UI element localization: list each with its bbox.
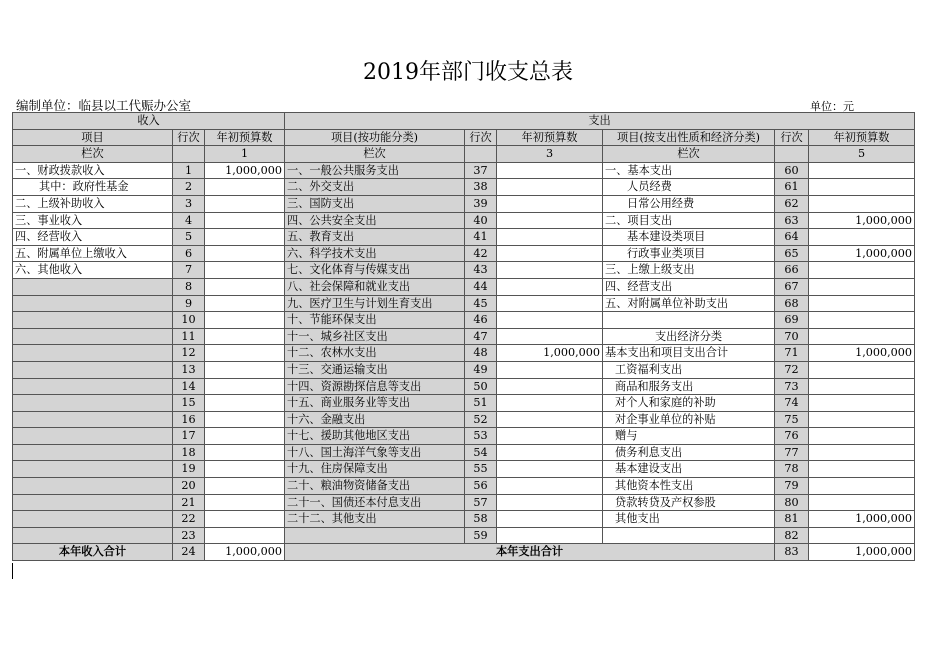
income-budget-value <box>205 278 285 295</box>
func-budget-value <box>497 328 603 345</box>
econ-row-no: 76 <box>775 428 809 445</box>
func-row-no: 40 <box>465 212 497 229</box>
compiling-unit: 编制单位：临县以工代赈办公室 <box>16 98 192 113</box>
func-item-label: 六、科学技术支出 <box>285 245 465 262</box>
income-budget-value <box>205 345 285 362</box>
table-row <box>13 245 915 262</box>
table-row <box>13 179 915 196</box>
econ-budget-value <box>809 312 915 329</box>
income-row-no: 5 <box>173 229 205 246</box>
func-row-no: 43 <box>465 262 497 279</box>
table-row <box>13 312 915 329</box>
income-item-label: 三、事业收入 <box>13 212 173 229</box>
table-row <box>13 378 915 395</box>
income-row-no: 21 <box>173 494 205 511</box>
table-row <box>13 527 915 544</box>
table-row <box>13 511 915 528</box>
table-row <box>13 212 915 229</box>
income-budget-value <box>205 312 285 329</box>
income-row-no: 3 <box>173 195 205 212</box>
func-budget-value <box>497 494 603 511</box>
table-row <box>13 444 915 461</box>
func-budget-value <box>497 511 603 528</box>
econ-item-label: 三、上缴上级支出 <box>603 262 775 279</box>
econ-item-label <box>603 312 775 329</box>
func-budget-value <box>497 428 603 445</box>
income-section-header: 收入 <box>13 113 285 130</box>
econ-item-label: 债务利息支出 <box>603 444 775 461</box>
func-row-no: 44 <box>465 278 497 295</box>
func-row-no: 59 <box>465 527 497 544</box>
income-row-no: 2 <box>173 179 205 196</box>
income-row-no: 9 <box>173 295 205 312</box>
lanci-empty <box>173 146 205 163</box>
func-row-no: 57 <box>465 494 497 511</box>
econ-row-no: 81 <box>775 511 809 528</box>
table-row <box>13 428 915 445</box>
econ-row-no: 62 <box>775 195 809 212</box>
income-budget-value <box>205 411 285 428</box>
func-item-label: 二十一、国债还本付息支出 <box>285 494 465 511</box>
econ-budget-value <box>809 361 915 378</box>
income-budget-value <box>205 395 285 412</box>
header-item-func: 项目(按功能分类) <box>285 129 465 146</box>
income-item-label <box>13 378 173 395</box>
econ-row-no: 69 <box>775 312 809 329</box>
income-item-label <box>13 461 173 478</box>
func-item-label: 七、文化体育与传媒支出 <box>285 262 465 279</box>
table-row <box>13 295 915 312</box>
header-budget: 年初预算数 <box>809 129 915 146</box>
econ-item-label: 四、经营支出 <box>603 278 775 295</box>
func-item-label: 八、社会保障和就业支出 <box>285 278 465 295</box>
income-row-no: 17 <box>173 428 205 445</box>
econ-budget-value <box>809 444 915 461</box>
func-budget-value <box>497 361 603 378</box>
econ-budget-value <box>809 428 915 445</box>
econ-item-label: 日常公用经费 <box>603 195 775 212</box>
func-budget-value <box>497 411 603 428</box>
income-item-label <box>13 361 173 378</box>
func-row-no: 51 <box>465 395 497 412</box>
econ-item-label: 基本建设支出 <box>603 461 775 478</box>
econ-budget-value <box>809 395 915 412</box>
func-budget-value <box>497 262 603 279</box>
income-budget-value <box>205 461 285 478</box>
func-row-no: 37 <box>465 162 497 179</box>
func-item-label: 十四、资源勘探信息等支出 <box>285 378 465 395</box>
lanci-col5: 5 <box>809 146 915 163</box>
func-budget-value <box>497 395 603 412</box>
econ-budget-value <box>809 295 915 312</box>
func-item-label: 十五、商业服务业等支出 <box>285 395 465 412</box>
income-item-label <box>13 328 173 345</box>
income-row-no: 14 <box>173 378 205 395</box>
income-budget-value <box>205 511 285 528</box>
income-item-label <box>13 411 173 428</box>
econ-row-no: 77 <box>775 444 809 461</box>
econ-budget-value <box>809 328 915 345</box>
econ-budget-value <box>809 478 915 495</box>
econ-item-label: 其他支出 <box>603 511 775 528</box>
econ-row-no: 70 <box>775 328 809 345</box>
econ-budget-value <box>809 162 915 179</box>
currency-unit: 单位：元 <box>810 100 854 113</box>
econ-budget-value: 1,000,000 <box>809 245 915 262</box>
econ-budget-value <box>809 494 915 511</box>
func-budget-value <box>497 278 603 295</box>
func-item-label: 十六、金融支出 <box>285 411 465 428</box>
header-item-econ: 项目(按支出性质和经济分类) <box>603 129 775 146</box>
func-budget-value <box>497 378 603 395</box>
func-row-no: 41 <box>465 229 497 246</box>
income-budget-value <box>205 212 285 229</box>
income-budget-value <box>205 494 285 511</box>
func-item-label: 十八、国土海洋气象等支出 <box>285 444 465 461</box>
func-item-label: 十、节能环保支出 <box>285 312 465 329</box>
econ-item-label: 对个人和家庭的补助 <box>603 395 775 412</box>
table-row <box>13 478 915 495</box>
header-row-no: 行次 <box>465 129 497 146</box>
table-row <box>13 328 915 345</box>
income-row-no: 20 <box>173 478 205 495</box>
econ-budget-value <box>809 411 915 428</box>
income-budget-value: 1,000,000 <box>205 162 285 179</box>
income-row-no: 19 <box>173 461 205 478</box>
func-item-label: 十二、农林水支出 <box>285 345 465 362</box>
income-row-no: 11 <box>173 328 205 345</box>
func-row-no: 42 <box>465 245 497 262</box>
income-row-no: 23 <box>173 527 205 544</box>
func-budget-value <box>497 527 603 544</box>
econ-item-label: 基本建设类项目 <box>603 229 775 246</box>
income-item-label: 其中：政府性基金 <box>13 179 173 196</box>
income-budget-value <box>205 328 285 345</box>
income-item-label: 二、上级补助收入 <box>13 195 173 212</box>
econ-item-label: 基本支出和项目支出合计 <box>603 345 775 362</box>
func-row-no: 52 <box>465 411 497 428</box>
expense-section-header: 支出 <box>285 113 915 130</box>
func-row-no: 56 <box>465 478 497 495</box>
econ-budget-value <box>809 179 915 196</box>
expense-total-row-no: 83 <box>775 544 809 561</box>
econ-row-no: 67 <box>775 278 809 295</box>
func-item-label: 五、教育支出 <box>285 229 465 246</box>
func-item-label: 二十二、其他支出 <box>285 511 465 528</box>
econ-item-label: 一、基本支出 <box>603 162 775 179</box>
totals-row <box>13 544 915 561</box>
econ-item-label: 五、对附属单位补助支出 <box>603 295 775 312</box>
func-budget-value <box>497 245 603 262</box>
income-item-label <box>13 312 173 329</box>
func-budget-value <box>497 461 603 478</box>
func-item-label: 九、医疗卫生与计划生育支出 <box>285 295 465 312</box>
func-row-no: 38 <box>465 179 497 196</box>
func-item-label: 十七、援助其他地区支出 <box>285 428 465 445</box>
func-row-no: 55 <box>465 461 497 478</box>
table-row <box>13 229 915 246</box>
income-item-label <box>13 395 173 412</box>
econ-item-label: 赠与 <box>603 428 775 445</box>
income-item-label <box>13 511 173 528</box>
func-item-label <box>285 527 465 544</box>
lanci-label: 栏次 <box>13 146 173 163</box>
income-item-label: 一、财政拨款收入 <box>13 162 173 179</box>
income-item-label: 四、经营收入 <box>13 229 173 246</box>
econ-item-label <box>603 527 775 544</box>
table-row <box>13 345 915 362</box>
table-row <box>13 162 915 179</box>
section-header-row <box>13 113 915 130</box>
table-row <box>13 494 915 511</box>
func-budget-value <box>497 312 603 329</box>
income-budget-value <box>205 179 285 196</box>
income-item-label <box>13 345 173 362</box>
income-row-no: 7 <box>173 262 205 279</box>
income-budget-value <box>205 262 285 279</box>
econ-row-no: 64 <box>775 229 809 246</box>
header-budget: 年初预算数 <box>205 129 285 146</box>
econ-budget-value <box>809 527 915 544</box>
econ-item-label: 贷款转贷及产权参股 <box>603 494 775 511</box>
header-row-no: 行次 <box>775 129 809 146</box>
table-row <box>13 411 915 428</box>
func-budget-value <box>497 295 603 312</box>
func-item-label: 二十、粮油物资储备支出 <box>285 478 465 495</box>
func-budget-value <box>497 478 603 495</box>
income-budget-value <box>205 378 285 395</box>
income-row-no: 1 <box>173 162 205 179</box>
econ-row-no: 79 <box>775 478 809 495</box>
income-budget-value <box>205 195 285 212</box>
income-item-label <box>13 428 173 445</box>
table-row <box>13 361 915 378</box>
left-margin-line <box>12 563 13 579</box>
income-item-label <box>13 494 173 511</box>
func-item-label: 四、公共安全支出 <box>285 212 465 229</box>
income-row-no: 15 <box>173 395 205 412</box>
func-item-label: 十三、交通运输支出 <box>285 361 465 378</box>
func-budget-value <box>497 444 603 461</box>
table-row <box>13 262 915 279</box>
lanci-empty <box>465 146 497 163</box>
func-row-no: 49 <box>465 361 497 378</box>
lanci-col3: 3 <box>497 146 603 163</box>
econ-row-no: 66 <box>775 262 809 279</box>
func-budget-value <box>497 212 603 229</box>
income-row-no: 16 <box>173 411 205 428</box>
income-budget-value <box>205 444 285 461</box>
header-income-item: 项目 <box>13 129 173 146</box>
income-budget-value <box>205 229 285 246</box>
func-item-label: 三、国防支出 <box>285 195 465 212</box>
func-item-label: 二、外交支出 <box>285 179 465 196</box>
func-row-no: 50 <box>465 378 497 395</box>
econ-item-label: 其他资本性支出 <box>603 478 775 495</box>
income-budget-value <box>205 428 285 445</box>
econ-item-label: 工资福利支出 <box>603 361 775 378</box>
econ-row-no: 75 <box>775 411 809 428</box>
econ-row-no: 74 <box>775 395 809 412</box>
econ-budget-value <box>809 262 915 279</box>
econ-budget-value <box>809 278 915 295</box>
econ-row-no: 61 <box>775 179 809 196</box>
econ-row-no: 82 <box>775 527 809 544</box>
func-budget-value: 1,000,000 <box>497 345 603 362</box>
econ-budget-value <box>809 461 915 478</box>
income-row-no: 6 <box>173 245 205 262</box>
func-row-no: 47 <box>465 328 497 345</box>
econ-budget-value <box>809 378 915 395</box>
func-row-no: 46 <box>465 312 497 329</box>
econ-item-label: 人员经费 <box>603 179 775 196</box>
func-row-no: 53 <box>465 428 497 445</box>
func-item-label: 十九、住房保障支出 <box>285 461 465 478</box>
income-total-value: 1,000,000 <box>205 544 285 561</box>
header-row-no: 行次 <box>173 129 205 146</box>
econ-item-label: 对企事业单位的补贴 <box>603 411 775 428</box>
econ-budget-value: 1,000,000 <box>809 345 915 362</box>
income-item-label: 六、其他收入 <box>13 262 173 279</box>
econ-budget-value: 1,000,000 <box>809 511 915 528</box>
income-budget-value <box>205 527 285 544</box>
income-item-label: 五、附属单位上缴收入 <box>13 245 173 262</box>
income-row-no: 8 <box>173 278 205 295</box>
income-item-label <box>13 278 173 295</box>
econ-row-no: 63 <box>775 212 809 229</box>
econ-row-no: 73 <box>775 378 809 395</box>
income-budget-value <box>205 245 285 262</box>
income-row-no: 4 <box>173 212 205 229</box>
econ-item-label: 支出经济分类 <box>603 328 775 345</box>
lanci-row <box>13 146 915 163</box>
table-row <box>13 278 915 295</box>
table-row <box>13 461 915 478</box>
func-budget-value <box>497 179 603 196</box>
income-total-label: 本年收入合计 <box>13 544 173 561</box>
lanci-label: 栏次 <box>603 146 775 163</box>
econ-row-no: 60 <box>775 162 809 179</box>
income-row-no: 10 <box>173 312 205 329</box>
table-row <box>13 395 915 412</box>
econ-budget-value <box>809 195 915 212</box>
econ-budget-value <box>809 229 915 246</box>
econ-item-label: 行政事业类项目 <box>603 245 775 262</box>
func-row-no: 48 <box>465 345 497 362</box>
econ-row-no: 68 <box>775 295 809 312</box>
func-row-no: 39 <box>465 195 497 212</box>
column-header-row <box>13 129 915 146</box>
income-row-no: 12 <box>173 345 205 362</box>
func-budget-value <box>497 162 603 179</box>
lanci-label: 栏次 <box>285 146 465 163</box>
income-item-label <box>13 527 173 544</box>
expense-total-value: 1,000,000 <box>809 544 915 561</box>
lanci-empty <box>775 146 809 163</box>
func-row-no: 54 <box>465 444 497 461</box>
income-budget-value <box>205 295 285 312</box>
func-item-label: 一、一般公共服务支出 <box>285 162 465 179</box>
income-item-label <box>13 478 173 495</box>
lanci-col1: 1 <box>205 146 285 163</box>
page-title: 2019年部门收支总表 <box>363 60 573 85</box>
table-row <box>13 195 915 212</box>
income-row-no: 18 <box>173 444 205 461</box>
func-budget-value <box>497 195 603 212</box>
econ-budget-value: 1,000,000 <box>809 212 915 229</box>
econ-item-label: 二、项目支出 <box>603 212 775 229</box>
expense-total-label: 本年支出合计 <box>285 544 775 561</box>
income-row-no: 22 <box>173 511 205 528</box>
econ-row-no: 72 <box>775 361 809 378</box>
func-item-label: 十一、城乡社区支出 <box>285 328 465 345</box>
econ-row-no: 80 <box>775 494 809 511</box>
income-row-no: 13 <box>173 361 205 378</box>
func-budget-value <box>497 229 603 246</box>
income-total-row-no: 24 <box>173 544 205 561</box>
budget-table <box>12 112 915 561</box>
header-budget: 年初预算数 <box>497 129 603 146</box>
econ-row-no: 71 <box>775 345 809 362</box>
func-row-no: 45 <box>465 295 497 312</box>
econ-item-label: 商品和服务支出 <box>603 378 775 395</box>
income-item-label <box>13 295 173 312</box>
income-item-label <box>13 444 173 461</box>
econ-row-no: 78 <box>775 461 809 478</box>
func-row-no: 58 <box>465 511 497 528</box>
income-budget-value <box>205 478 285 495</box>
income-budget-value <box>205 361 285 378</box>
econ-row-no: 65 <box>775 245 809 262</box>
